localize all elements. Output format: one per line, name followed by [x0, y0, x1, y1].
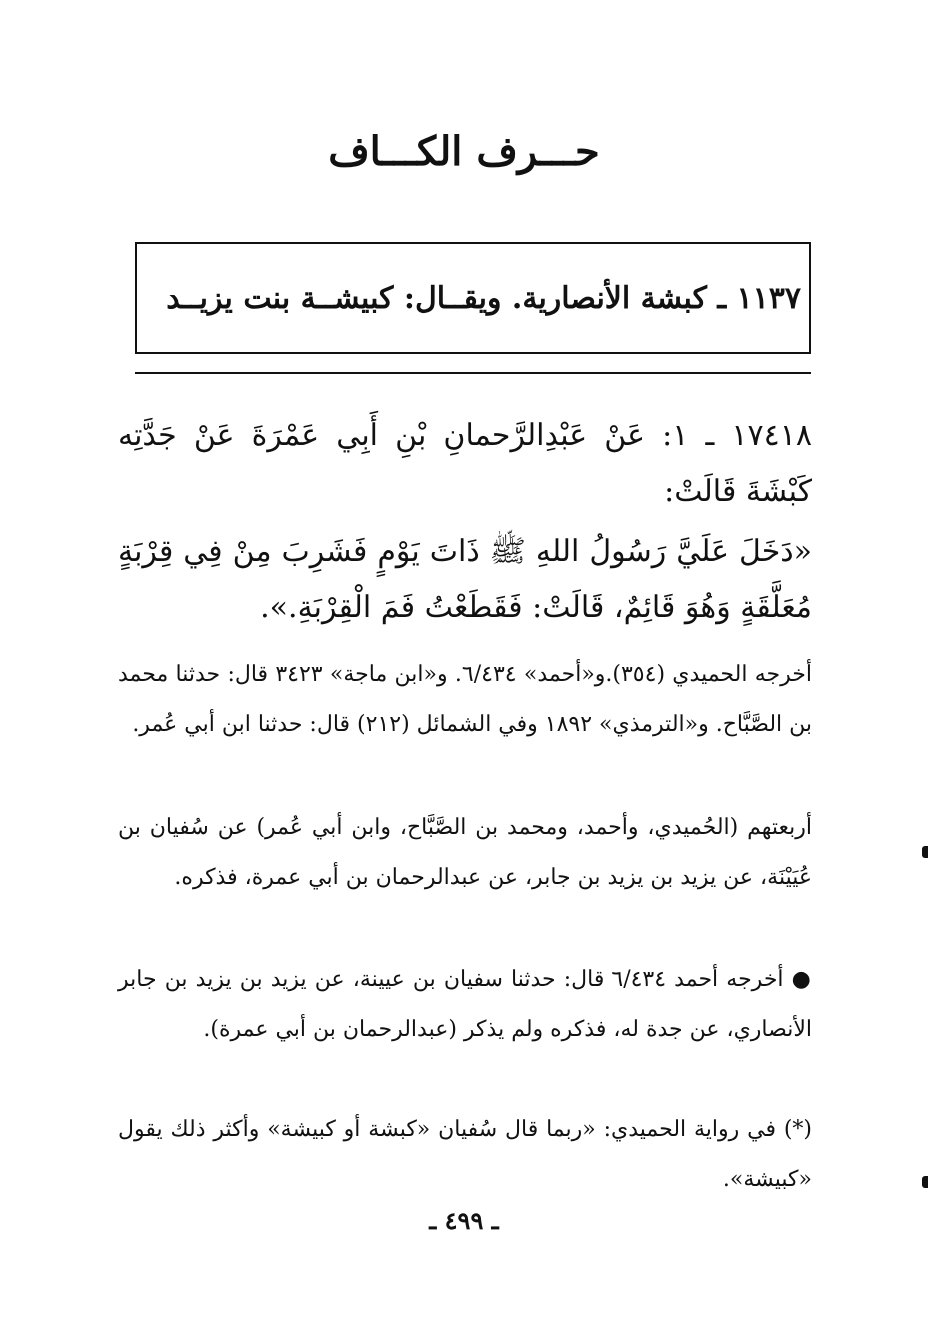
edge-mark — [922, 1176, 928, 1188]
ahmad-paragraph: ● أخرجه أحمد ٦/٤٣٤ قال: حدثنا سفيان بن عيينة، عن يزيد بن يزيد بن جابر الأنصاري، عن جدة له، فذكره ولم يذكر (عبدالرحمان بن أبي عمرة). — [118, 967, 812, 1042]
hadith-text: «دَخَلَ عَلَيَّ رَسُولُ اللهِ ﷺ ذَاتَ يَوْمٍ فَشَرِبَ مِنْ فِي قِرْبَةٍ مُعَلَّقَةٍ وَهُوَ قَائِمٌ، قَالَتْ: فَقَطَعْتُ فَمَ الْقِرْبَةِ.». — [118, 534, 812, 625]
page-number: ـ ٤٩٩ ـ — [429, 1206, 499, 1235]
divider-rule — [135, 372, 811, 374]
takhrij-paragraph: أخرجه الحميدي (٣٥٤).و«أحمد» ٦/٤٣٤. و«ابن ماجة» ٣٤٢٣ قال: حدثنا محمد بن الصَّبَّاح. و«الترمذي» ١٨٩٢ وفي الشمائل (٢١٢) قال: حدثنا ابن أبي عُمر. — [118, 662, 812, 737]
entry-heading-box — [135, 242, 811, 354]
entry-heading: ١١٣٧ ـ كبشة الأنصارية. ويقــال: كبيشــة بنت يزيــد — [166, 280, 801, 316]
hadith-intro: ١٧٤١٨ ـ ١: عَنْ عَبْدِالرَّحمانِ بْنِ أَبِي عَمْرَةَ عَنْ جَدَّتِه كَبْشَةَ قَالَتْ: — [118, 418, 812, 509]
chain-paragraph: أربعتهم (الحُميدي، وأحمد، ومحمد بن الصَّبَّاح، وابن أبي عُمر) عن سُفيان بن عُيَيْنَة، عن يزيد بن يزيد بن جابر، عن عبدالرحمان بن أبي عمرة، فذكره. — [118, 815, 812, 890]
edge-mark — [922, 846, 928, 858]
chapter-title: حـــرف الكـــاف — [328, 128, 600, 175]
footnote: (*) في رواية الحميدي: «ربما قال سُفيان «كبشة أو كبيشة» وأكثر ذلك يقول «كبيشة». — [118, 1117, 812, 1192]
